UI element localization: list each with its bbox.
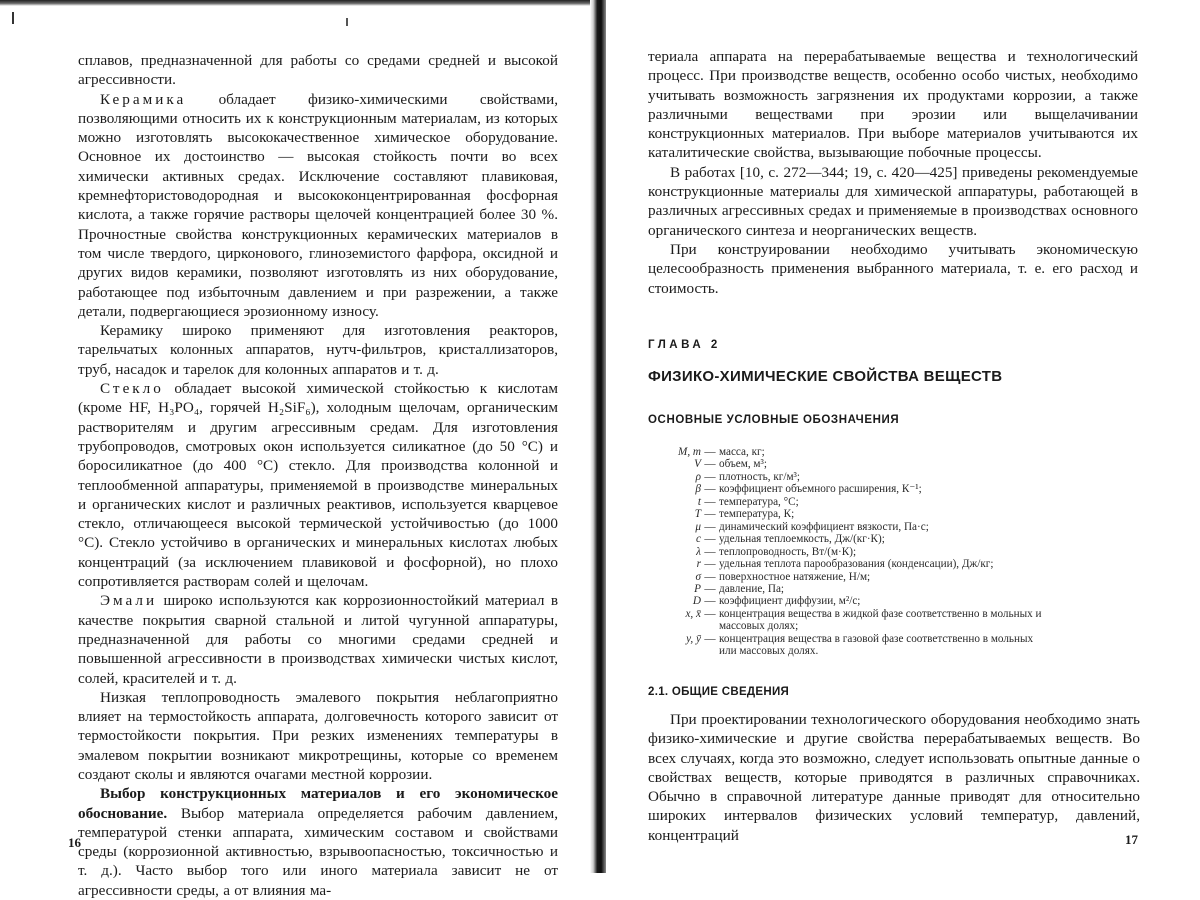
symbol-dash: — (704, 558, 716, 571)
right-page (606, 0, 1200, 873)
symbol-description-line: давление, Па; (719, 582, 785, 595)
symbol-description (719, 533, 1146, 545)
symbol-key: V (694, 458, 701, 471)
section-body (648, 710, 1140, 845)
symbol-row (646, 533, 1146, 545)
symbol-row (646, 583, 1146, 595)
symbol-row (646, 546, 1146, 558)
paragraph-text: сплавов, предназначенной для работы со средами средней и высокой агрессивности. (78, 52, 558, 89)
symbol-description (719, 521, 1146, 533)
symbol-description-line: удельная теплота парообразования (конденсации), Дж/кг; (719, 558, 994, 571)
left-page-body (78, 51, 558, 900)
symbol-description (719, 508, 1146, 520)
paragraph-text: широко используются как коррозионностойкий материал в качестве покрытия сварной стальной и литой чугунной аппаратуры, предназначенной для работы со многими средами средней и повышенной агрессивности в производствах химически чистых кислот, солей, красителей и т. д. (78, 592, 558, 687)
symbol-description-line: концентрация вещества в жидкой фазе соответственно в мольных и (719, 607, 1042, 620)
symbol-description (719, 458, 1146, 470)
symbol-description-line: температура, К; (719, 508, 795, 521)
symbol-key: μ (695, 520, 701, 533)
symbol-row (646, 521, 1146, 533)
symbol-dash: — (704, 495, 716, 508)
symbol-dash: — (704, 470, 716, 483)
symbol-row (646, 458, 1146, 470)
symbol-dash: — (704, 582, 716, 595)
symbol-dash: — (704, 520, 716, 533)
paragraph (78, 90, 558, 322)
symbol-key: σ (695, 570, 701, 583)
symbol-description-line: или массовых долях. (719, 645, 819, 658)
chapter-title: ФИЗИКО-ХИМИЧЕСКИЕ СВОЙСТВА ВЕЩЕСТВ (648, 368, 1003, 385)
symbol-row (646, 446, 1146, 458)
symbol-description (719, 583, 1146, 595)
symbol-description (719, 471, 1146, 483)
page-number: 17 (1125, 832, 1138, 847)
symbol-key: x, x̄ (685, 607, 701, 620)
paragraph (78, 784, 558, 900)
symbol-description (719, 558, 1146, 570)
symbol-key: y, ȳ (686, 632, 701, 645)
paragraph: При проектировании технологического оборудования необходимо знать физико-химические и другие свойства перерабатываемых веществ. Во всех случаях, когда это возможно, следует использовать опытные данные о свойствах веществ, которые приводятся в различных справочниках. Обычно в справочной литературе данные приводят для относительно широких интервалов физических условий температур, давлений, концентраций (648, 711, 1140, 844)
symbol-description (719, 496, 1146, 508)
symbol-key: T (694, 508, 701, 521)
symbol-description-line: плотность, кг/м³; (719, 470, 800, 483)
chapter-label: ГЛАВА 2 (648, 339, 721, 351)
symbol-description-line: коэффициент диффузии, м²/с; (719, 595, 861, 608)
symbol-description (719, 446, 1146, 458)
symbol-dash: — (704, 570, 716, 583)
paragraph (78, 591, 558, 687)
symbol-dash: — (704, 595, 716, 608)
symbol-key: ρ (695, 470, 701, 483)
symbol-dash: — (704, 483, 716, 496)
paragraph: териала аппарата на перерабатываемые вещества и технологический процесс. При производстве веществ, особенно особо чистых, необходимо учитывать возможность загрязнения их продуктами коррозии, а также различными веществами при эрозии или выщелачивании конструкционных материалов. При выборе материалов учитываются их каталитические свойства, вызывающие побочные процессы. (648, 48, 1138, 162)
symbol-description (719, 571, 1146, 583)
symbol-row (646, 508, 1146, 520)
paragraph-text: Выбор материала определяется рабочим давлением, температурой стенки аппарата, химическим составом и свойствами среды (коррозионной активностью, взрывоопасностью, токсичностью и т. д.). Часто выбор того или иного материала зависит не от агрессивности среды, а от влияния ма- (78, 804, 558, 899)
paragraph (78, 688, 558, 784)
symbol-row (646, 496, 1146, 508)
symbol-dash: — (704, 458, 716, 471)
paragraph: При конструировании необходимо учитывать экономическую целесообразность применения выбранного материала, т. е. его расход и стоимость. (648, 240, 1138, 297)
symbol-description-line: объем, м³; (719, 458, 767, 471)
symbol-description-line: коэффициент объемного расширения, К⁻¹; (719, 483, 922, 496)
paragraph: В работах [10, с. 272—344; 19, с. 420—425] приведены рекомендуемые конструкционные материалы для химической аппаратуры, работающей в различных агрессивных средах и применяемые в производствах основного органического синтеза и неорганических веществ. (648, 163, 1138, 239)
symbol-key: t (697, 495, 701, 508)
section-heading: ОСНОВНЫЕ УСЛОВНЫЕ ОБОЗНАЧЕНИЯ (648, 414, 900, 426)
page-number: 16 (68, 835, 81, 850)
symbol-key: c (696, 533, 701, 546)
symbol-dash: — (704, 545, 716, 558)
paragraph-text: обладает высокой химической стойкостью к кислотам (кроме HF, H₃PO₄, горячей H₂SiF₆), холодным щелочам, органическим растворителям и другим агрессивным средам. Для изготовления трубопроводов, смотровых окон используется силикатное (до 50 °C) и боросиликатное (до 400 °C) стекло. Для производства колонной и теплообменной аппаратуры, применяемой в производстве минеральных и органических кислот и различных реактивов, используется кварцевое стекло, отличающееся высокой термической устойчивостью (до 1000 °C). Стекло устойчиво в органических и минеральных кислотах любых концентраций (за исключением плавиковой и фосфорной), но плохо сопротивляется растворам солей и щелочам. (78, 380, 558, 591)
symbol-description (719, 608, 1146, 633)
symbol-description (719, 633, 1146, 658)
symbol-description (719, 483, 1146, 495)
symbol-key: M, m (678, 446, 701, 458)
symbol-row (646, 633, 1146, 658)
symbol-dash: — (704, 632, 716, 645)
paragraph (78, 51, 558, 90)
term-lead: Эмали (100, 592, 158, 610)
symbol-description-line: теплопроводность, Вт/(м·К); (719, 545, 857, 558)
symbol-dash: — (704, 533, 716, 546)
term-lead: Керамика (100, 90, 187, 108)
symbol-description-line: концентрация вещества в газовой фазе соответственно в мольных (719, 632, 1034, 645)
paragraph-text: Низкая теплопроводность эмалевого покрытия неблагоприятно влияет на термостойкость аппарата, долговечность которого зависит от термостойкости покрытия. При резких изменениях температуры в эмалевом покрытии возникают микротрещины, которые со временем создают сколы и являются очагами местной коррозии. (78, 688, 558, 783)
bold-heading: Выбор конструкционных материалов и его экономическое обоснование. (78, 785, 558, 822)
symbol-row (646, 483, 1146, 495)
paragraph-text: Керамику широко применяют для изготовления реакторов, тарельчатых колонных аппаратов, нутч-фильтров, кристаллизаторов, труб, насадок и тарелок для колонных аппаратов и т. д. (78, 322, 558, 378)
subsection-heading: 2.1. ОБЩИЕ СВЕДЕНИЯ (648, 686, 790, 698)
symbol-key: P (694, 582, 701, 595)
paragraph (78, 379, 558, 591)
symbol-key: λ (696, 545, 701, 558)
symbol-description-line: температура, °C; (719, 495, 799, 508)
symbol-description (719, 546, 1146, 558)
symbol-row (646, 595, 1146, 607)
paragraph-text: обладает физико-химическими свойствами, позволяющими относить их к конструкционным материалам, из которых можно изготовлять высококачественное химическое оборудование. Основное их достоинство — высокая стойкость почти во всех химически активных средах. Исключение составляют плавиковая, кремнефтористоводородная и высококонцентрированная фосфорная кислота, а также горячие растворы щелочей концентрацией более 30 %. Прочностные свойства конструкционных керамических материалов в том числе твердого, цирконового, глиноземистого фарфора, оксидной и других видов керамики, позволяют изготовлять из них оборудование, работающее под избыточным давлением и при разрежении, а также детали, подвергающиеся эрозионному износу. (78, 90, 558, 320)
symbol-description-line: динамический коэффициент вязкости, Па·с; (719, 520, 929, 533)
term-lead: Стекло (100, 380, 164, 398)
symbol-key: β (695, 483, 701, 496)
paragraph (78, 321, 558, 379)
left-page (0, 0, 592, 899)
symbol-row (646, 608, 1146, 633)
symbol-dash: — (704, 446, 716, 458)
symbol-row (646, 571, 1146, 583)
symbol-dash: — (704, 607, 716, 620)
symbol-row (646, 558, 1146, 570)
symbol-description-line: удельная теплоемкость, Дж/(кг·К); (719, 533, 885, 546)
symbols-list (646, 446, 1146, 658)
book-spine (590, 0, 606, 873)
symbol-dash: — (704, 508, 716, 521)
right-page-body (648, 47, 1138, 298)
symbol-key: D (692, 595, 701, 608)
symbol-description-line: поверхностное натяжение, Н/м; (719, 570, 871, 583)
symbol-row (646, 471, 1146, 483)
symbol-description (719, 595, 1146, 607)
symbol-key: r (696, 558, 701, 571)
symbol-description-line: массовых долях; (719, 620, 799, 633)
symbol-description-line: масса, кг; (719, 446, 765, 458)
